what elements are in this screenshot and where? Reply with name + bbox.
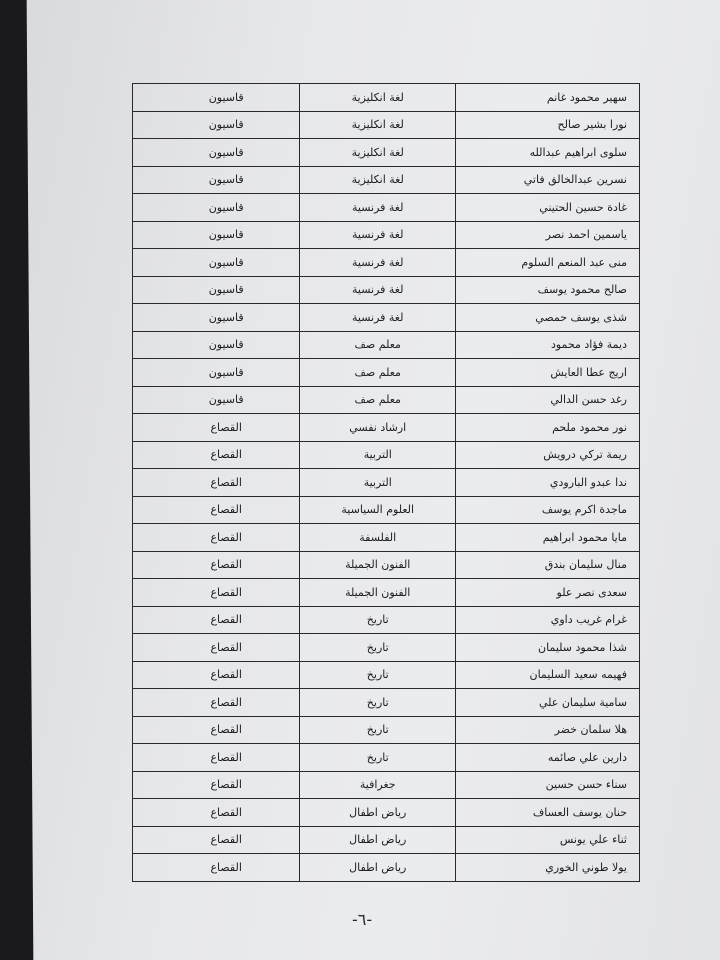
department-cell: الفلسفة — [300, 524, 456, 552]
location-cell: قاسيون — [133, 111, 300, 139]
table-row — [133, 359, 640, 387]
department-cell: تاريخ — [300, 661, 456, 689]
location-cell: قاسيون — [133, 386, 300, 414]
name-cell: رغد حسن الدالي — [456, 386, 640, 414]
location-cell: قاسيون — [133, 194, 300, 222]
table-row — [133, 689, 640, 717]
department-cell: تاريخ — [300, 716, 456, 744]
name-cell: فهيمه سعيد السليمان — [456, 661, 640, 689]
location-cell: القصاع — [133, 826, 300, 854]
table-row — [133, 771, 640, 799]
department-cell: جغرافية — [300, 771, 456, 799]
location-cell: قاسيون — [133, 84, 300, 112]
name-cell: غرام غريب داوي — [456, 606, 640, 634]
location-cell: قاسيون — [133, 304, 300, 332]
name-cell: منى عبد المنعم السلوم — [456, 249, 640, 277]
name-cell: اريج عطا العايش — [456, 359, 640, 387]
department-cell: معلم صف — [300, 359, 456, 387]
table-row — [133, 826, 640, 854]
page-number: -٦- — [352, 910, 373, 929]
name-cell: ديمة فؤاد محمود — [456, 331, 640, 359]
location-cell: القصاع — [133, 579, 300, 607]
table-row — [133, 414, 640, 442]
table-row — [133, 194, 640, 222]
table-row — [133, 441, 640, 469]
name-cell: ريمة تركي درويش — [456, 441, 640, 469]
location-cell: القصاع — [133, 551, 300, 579]
location-cell: القصاع — [133, 744, 300, 772]
location-cell: قاسيون — [133, 276, 300, 304]
table-row — [133, 551, 640, 579]
department-cell: لغة فرنسية — [300, 276, 456, 304]
table-row — [133, 524, 640, 552]
table-row — [133, 606, 640, 634]
department-cell: التربية — [300, 469, 456, 497]
name-cell: ندا عبدو البارودي — [456, 469, 640, 497]
department-cell: تاريخ — [300, 634, 456, 662]
location-cell: القصاع — [133, 716, 300, 744]
department-cell: معلم صف — [300, 331, 456, 359]
name-cell: نور محمود ملحم — [456, 414, 640, 442]
name-cell: حنان يوسف العساف — [456, 799, 640, 827]
department-cell: العلوم السياسية — [300, 496, 456, 524]
location-cell: القصاع — [133, 634, 300, 662]
department-cell: الفنون الجميلة — [300, 579, 456, 607]
department-cell: رياض اطفال — [300, 799, 456, 827]
location-cell: القصاع — [133, 689, 300, 717]
name-cell: هلا سلمان خضر — [456, 716, 640, 744]
location-cell: القصاع — [133, 771, 300, 799]
department-cell: لغة فرنسية — [300, 249, 456, 277]
department-cell: لغة فرنسية — [300, 194, 456, 222]
table-row — [133, 799, 640, 827]
location-cell: قاسيون — [133, 331, 300, 359]
table-row — [133, 496, 640, 524]
name-cell: سلوى ابراهيم عبدالله — [456, 139, 640, 167]
table-row — [133, 304, 640, 332]
location-cell: القصاع — [133, 661, 300, 689]
table-row — [133, 579, 640, 607]
department-cell: تاريخ — [300, 606, 456, 634]
location-cell: قاسيون — [133, 139, 300, 167]
department-cell: التربية — [300, 441, 456, 469]
name-cell: يولا طوني الخوري — [456, 854, 640, 882]
name-cell: غادة حسين الحتيني — [456, 194, 640, 222]
name-cell: شذا محمود سليمان — [456, 634, 640, 662]
department-cell: تاريخ — [300, 744, 456, 772]
department-cell: تاريخ — [300, 689, 456, 717]
department-cell: لغة انكليزية — [300, 139, 456, 167]
name-cell: سهير محمود غانم — [456, 84, 640, 112]
table-row — [133, 111, 640, 139]
name-cell: ياسمين احمد نصر — [456, 221, 640, 249]
location-cell: قاسيون — [133, 166, 300, 194]
table-row — [133, 276, 640, 304]
table-row — [133, 331, 640, 359]
table-row — [133, 221, 640, 249]
name-cell: سامية سليمان علي — [456, 689, 640, 717]
department-cell: لغة فرنسية — [300, 304, 456, 332]
name-cell: دارين علي صائمه — [456, 744, 640, 772]
table-body — [133, 84, 640, 882]
location-cell: القصاع — [133, 441, 300, 469]
department-cell: لغة فرنسية — [300, 221, 456, 249]
name-cell: نسرين عبدالخالق فاتي — [456, 166, 640, 194]
table-row — [133, 716, 640, 744]
department-cell: لغة انكليزية — [300, 166, 456, 194]
name-cell: ثناء علي يونس — [456, 826, 640, 854]
location-cell: القصاع — [133, 524, 300, 552]
location-cell: قاسيون — [133, 249, 300, 277]
table-row — [133, 744, 640, 772]
name-cell: سعدى نصر علو — [456, 579, 640, 607]
name-cell: منال سليمان بندق — [456, 551, 640, 579]
table-row — [133, 84, 640, 112]
table-row — [133, 661, 640, 689]
name-cell: شذى يوسف حمصي — [456, 304, 640, 332]
department-cell: ارشاد نفسي — [300, 414, 456, 442]
department-cell: لغة انكليزية — [300, 84, 456, 112]
location-cell: القصاع — [133, 469, 300, 497]
name-cell: نورا بشير صالح — [456, 111, 640, 139]
table-row — [133, 854, 640, 882]
names-table — [132, 83, 640, 882]
location-cell: القصاع — [133, 606, 300, 634]
location-cell: قاسيون — [133, 221, 300, 249]
department-cell: رياض اطفال — [300, 826, 456, 854]
table-row — [133, 386, 640, 414]
department-cell: الفنون الجميلة — [300, 551, 456, 579]
department-cell: لغة انكليزية — [300, 111, 456, 139]
name-cell: صالح محمود يوسف — [456, 276, 640, 304]
table-row — [133, 469, 640, 497]
table-row — [133, 139, 640, 167]
name-cell: مايا محمود ابراهيم — [456, 524, 640, 552]
table-row — [133, 634, 640, 662]
location-cell: القصاع — [133, 854, 300, 882]
location-cell: القصاع — [133, 799, 300, 827]
location-cell: القصاع — [133, 414, 300, 442]
table-row — [133, 249, 640, 277]
location-cell: القصاع — [133, 496, 300, 524]
department-cell: رياض اطفال — [300, 854, 456, 882]
location-cell: قاسيون — [133, 359, 300, 387]
name-cell: سناء حسن حسين — [456, 771, 640, 799]
table-row — [133, 166, 640, 194]
name-cell: ماجدة اكرم يوسف — [456, 496, 640, 524]
department-cell: معلم صف — [300, 386, 456, 414]
